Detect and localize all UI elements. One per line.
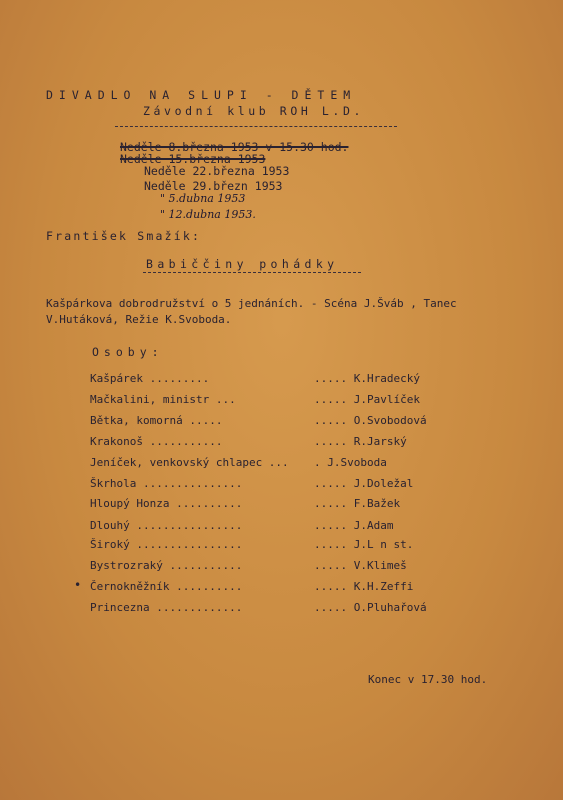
schedule-line-3: Neděle 22.března 1953: [144, 164, 290, 178]
cast-row: [90, 393, 420, 407]
description-line-2: V.Hutáková, Režie K.Svoboda.: [46, 313, 232, 326]
cast-role: Hloupý Honza ..........: [90, 497, 243, 510]
cast-role: Škrhola ...............: [90, 477, 243, 490]
cast-role: Široký ................: [90, 538, 243, 551]
cast-row: [90, 601, 427, 615]
theatre-title: DIVADLO NA SLUPI - DĚTEM: [46, 88, 357, 102]
cast-actor: ..... J.L n st.: [314, 538, 414, 551]
cast-actor: . J.Svoboda: [314, 456, 387, 469]
cast-row: [90, 519, 420, 533]
play-title-underline: [143, 272, 361, 273]
description-line-1: Kašpárkova dobrodružství o 5 jednáních. - Scéna J.Šváb , Tanec: [46, 297, 457, 310]
cast-role: Princezna .............: [90, 601, 243, 614]
cast-actor: ..... J.Pavlíček: [314, 393, 420, 406]
cast-row: [90, 580, 420, 594]
cast-actor: ..... O.Pluhařová: [314, 601, 427, 614]
handwritten-date-1: " 5.dubna 1953: [160, 192, 246, 205]
schedule-line-2: Neděle 15.března 1953: [120, 152, 266, 166]
schedule-line-1: Neděle 8.března 1953 v 15.30 hod.: [120, 140, 349, 154]
cast-row: [90, 497, 420, 511]
cast-actor: ..... K.Hradecký: [314, 372, 420, 385]
cast-actor: ..... K.H.Zeffi: [314, 580, 414, 593]
cast-role: Bětka, komorná .....: [90, 414, 223, 427]
cast-actor: ..... O.Svobodová: [314, 414, 427, 427]
cast-row: [90, 538, 420, 552]
author-name: František Smažík:: [46, 229, 202, 243]
cast-actor: ..... R.Jarský: [314, 435, 407, 448]
cast-role: Kašpárek .........: [90, 372, 210, 385]
handwritten-date-2: " 12.dubna 1953.: [160, 208, 256, 221]
cast-role: Jeníček, venkovský chlapec ...: [90, 456, 289, 469]
cast-heading: Osoby:: [92, 345, 164, 359]
cast-actor: ..... V.Klimeš: [314, 559, 407, 572]
cast-role: Bystrozraký ...........: [90, 559, 243, 572]
cast-actor: ..... J.Adam: [314, 519, 394, 532]
cast-row: [90, 372, 420, 386]
cast-role: Dlouhý ................: [90, 519, 243, 532]
cast-row: [90, 414, 427, 428]
cast-actor: ..... F.Bažek: [314, 497, 401, 510]
cast-row: [90, 477, 420, 491]
cast-actor: ..... J.Doležal: [314, 477, 414, 490]
cast-row: [90, 456, 420, 470]
cast-row: [90, 559, 420, 573]
cast-row: [90, 435, 420, 449]
club-subtitle: Závodní klub ROH L.D.: [143, 104, 364, 118]
schedule-line-4: Neděle 29.březn 1953: [144, 179, 283, 193]
ending-time: Konec v 17.30 hod.: [368, 673, 488, 686]
header-divider: [115, 126, 397, 127]
cast-role: Mačkalini, ministr ...: [90, 393, 236, 406]
play-title: Babiččiny pohádky: [146, 257, 339, 271]
cast-role: Krakonoš ...........: [90, 435, 223, 448]
margin-dot-mark: •: [74, 578, 82, 592]
cast-role: Černokněžník ..........: [90, 580, 243, 593]
